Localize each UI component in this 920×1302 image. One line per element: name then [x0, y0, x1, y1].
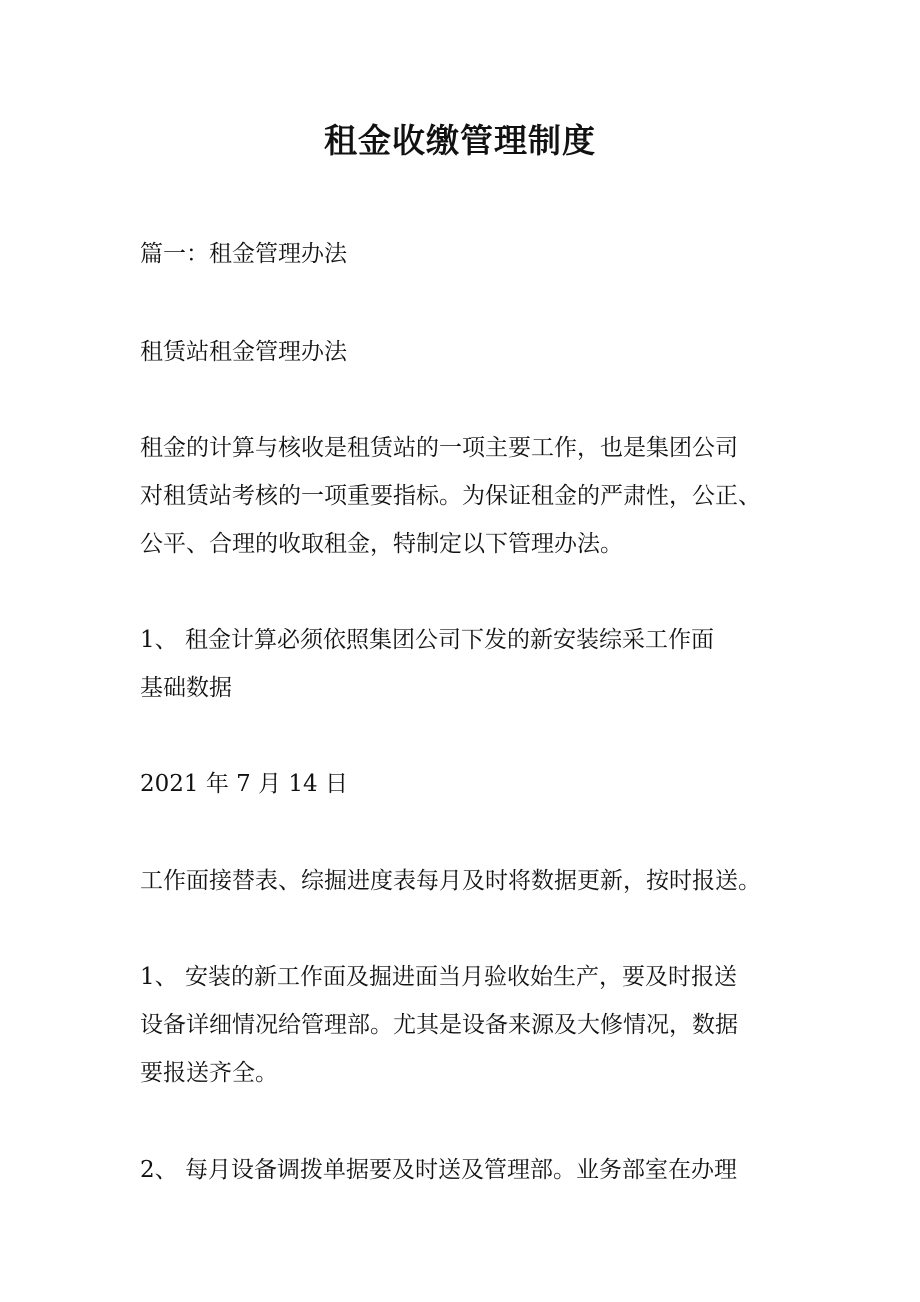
item-line: 要报送齐全。	[140, 1060, 278, 1086]
item-line: 1、 租金计算必须依照集团公司下发的新安装综采工作面	[140, 627, 714, 653]
document-title: 租金收缴管理制度	[324, 121, 596, 160]
intro-line: 租金的计算与核收是租赁站的一项主要工作，也是集团公司	[140, 435, 738, 461]
report-paragraph: 工作面接替表、综掘进度表每月及时将数据更新，按时报送。	[140, 868, 761, 894]
item-line: 基础数据	[140, 675, 232, 701]
item-line: 设备详细情况给管理部。尤其是设备来源及大修情况，数据	[140, 1012, 738, 1038]
intro-line: 对租赁站考核的一项重要指标。为保证租金的严肃性，公正、	[140, 483, 761, 509]
document-date: 2021 年 7 月 14 日	[140, 771, 348, 797]
item-line: 2、 每月设备调拨单据要及时送及管理部。业务部室在办理	[140, 1157, 737, 1183]
section-heading: 篇一：租金管理办法	[140, 241, 347, 267]
subtitle: 租赁站租金管理办法	[140, 339, 347, 365]
intro-line: 公平、合理的收取租金，特制定以下管理办法。	[140, 531, 623, 557]
item-line: 1、 安装的新工作面及掘进面当月验收始生产，要及时报送	[140, 964, 737, 990]
